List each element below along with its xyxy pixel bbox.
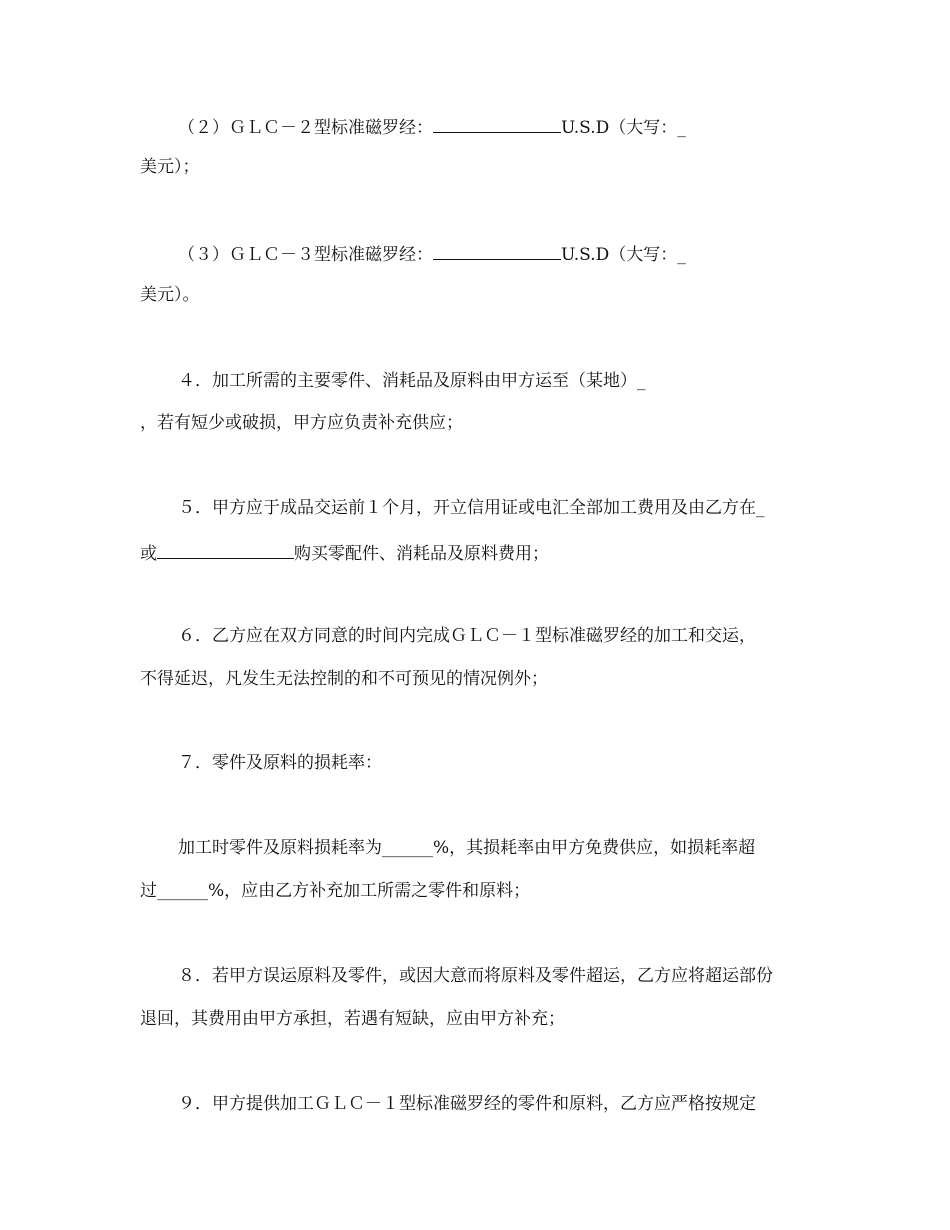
clause-6: ６．乙方应在双方同意的时间内完成ＧＬＣ－１型标准磁罗经的加工和交运， <box>178 626 756 646</box>
clause-7-detail: 加工时零件及原料损耗率为______%，其损耗率由甲方免费供应，如损耗率超 <box>178 838 756 858</box>
glc3-label: （３）ＧＬＣ－３型标准磁罗经： <box>178 245 433 265</box>
price-line-glc3 <box>178 241 686 266</box>
clause-5-tail: 购买零配件、消耗品及原料费用； <box>294 544 549 564</box>
clause-5-cont <box>140 540 549 565</box>
clause-7-detail-cont: 过______%，应由乙方补充加工所需之零件和原料； <box>140 881 531 901</box>
price-line-glc3-cont: 美元）。 <box>140 285 200 305</box>
clause-7: ７．零件及原料的损耗率： <box>178 753 382 773</box>
glc3-price-blank <box>433 241 561 260</box>
glc2-price-blank <box>433 114 561 133</box>
price-line-glc2 <box>178 114 686 139</box>
clause-4: ４．加工所需的主要零件、消耗品及原料由甲方运至（某地）_ <box>178 371 646 391</box>
glc2-currency: U.S.D（大写：_ <box>561 118 686 138</box>
clause-6-cont: 不得延迟，凡发生无法控制的和不可预见的情况例外； <box>140 669 548 689</box>
glc2-label: （２）ＧＬＣ－２型标准磁罗经： <box>178 118 433 138</box>
clause-8-cont: 退回，其费用由甲方承担，若遇有短缺，应由甲方补充； <box>140 1009 565 1029</box>
clause-5-or: 或 <box>140 544 157 564</box>
clause-5: ５．甲方应于成品交运前１个月，开立信用证或电汇全部加工费用及由乙方在_ <box>178 498 765 518</box>
price-line-glc2-cont: 美元）； <box>140 157 200 177</box>
clause-5-blank <box>157 540 294 559</box>
clause-9: ９．甲方提供加工ＧＬＣ－１型标准磁罗经的零件和原料，乙方应严格按规定 <box>178 1094 756 1114</box>
clause-8: ８．若甲方误运原料及零件，或因大意而将原料及零件超运，乙方应将超运部份 <box>178 966 773 986</box>
glc3-currency: U.S.D（大写：_ <box>561 245 686 265</box>
clause-4-cont: ，若有短少或破损，甲方应负责补充供应； <box>140 413 463 433</box>
